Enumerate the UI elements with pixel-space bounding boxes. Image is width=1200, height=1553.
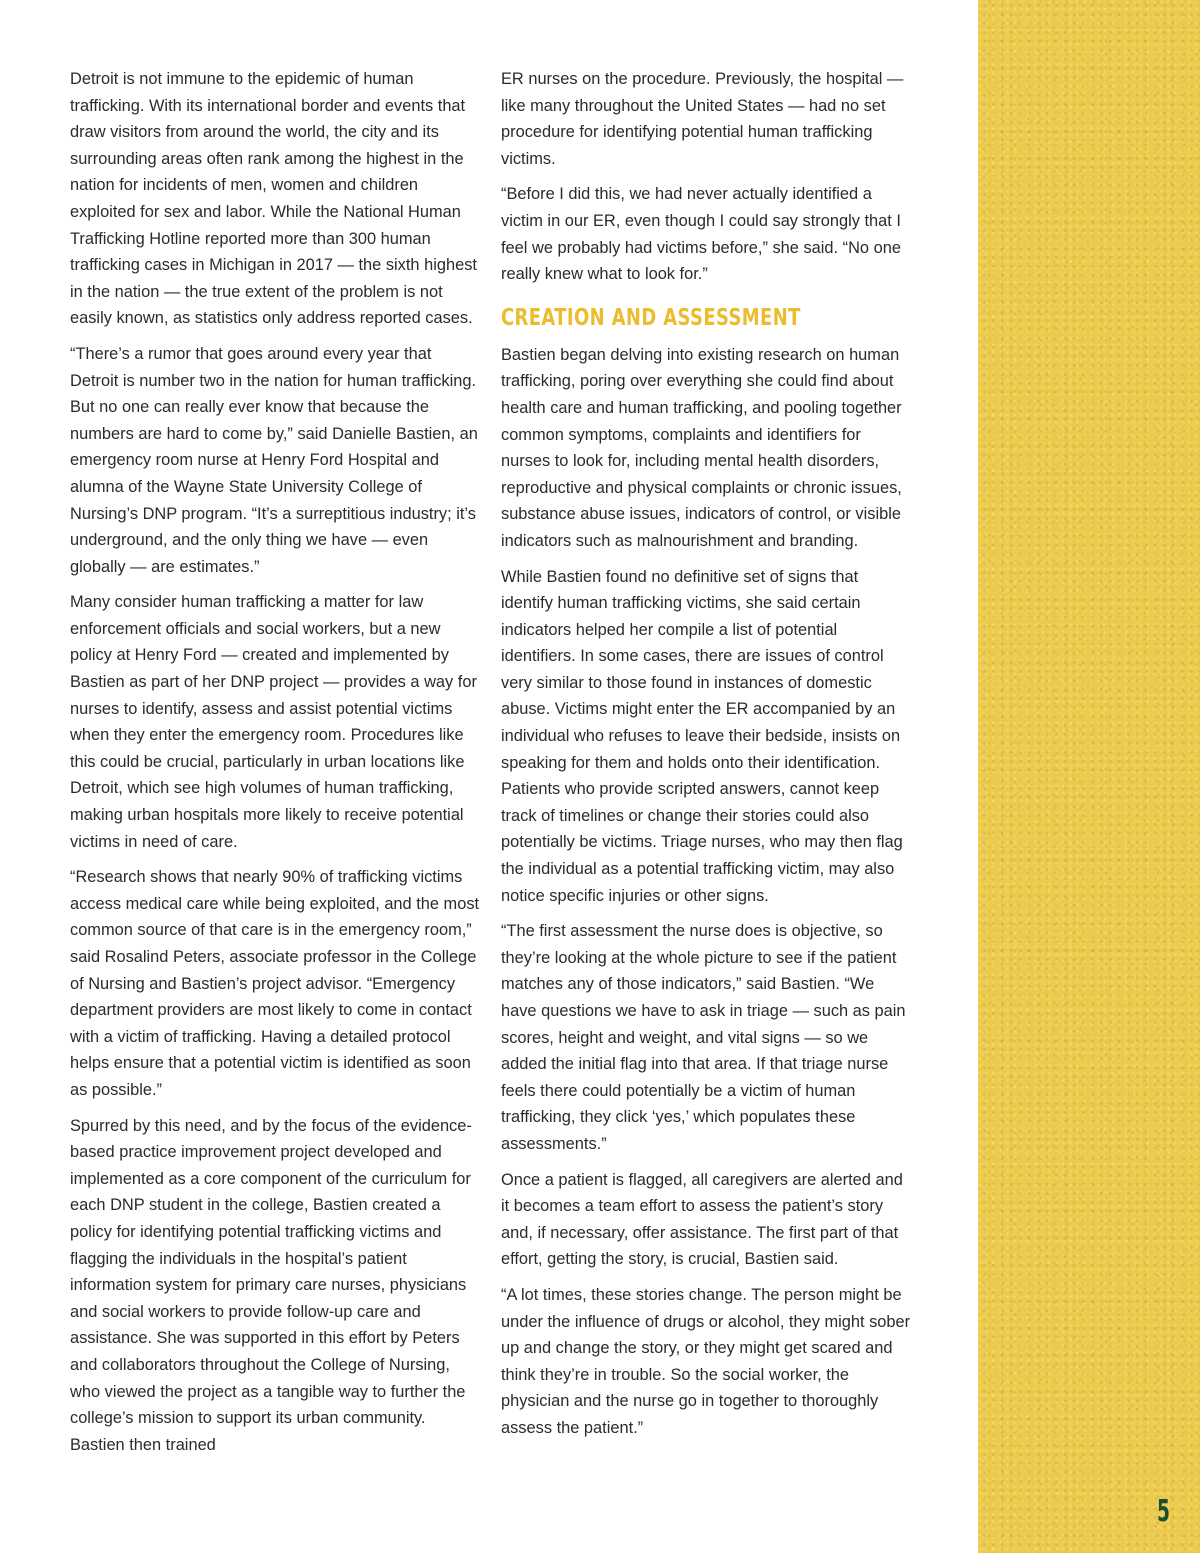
body-paragraph: Many consider human trafficking a matter for law enforcement officials and social workers, but a new policy at Henry Ford — created and implemented by Bastien as part of her DNP project — provides a way for nurses to identify, assess and assist potential victims when they enter the emergency room. Procedures like this could be crucial, particularly in urban locations like Detroit, which see high volumes of human trafficking, making urban hospitals more likely to receive potential victims in need of care.: [70, 593, 477, 851]
page-number: 5: [1157, 1494, 1171, 1529]
body-paragraph: Spurred by this need, and by the focus of the evidence-based practice improvement project developed and implemented as a core component of the curriculum for each DNP student in the college, Bastien created a policy for identifying potential trafficking victims and flagging the individuals in the hospital’s patient information system for primary care nurses, physicians and social workers to provide follow-up care and assistance. She was supported in this effort by Peters and collaborators throughout the College of Nursing, who viewed the project as a tangible way to further the college’s mission to support its urban community. Bastien then trained: [70, 1116, 472, 1454]
body-paragraph: Once a patient is flagged, all caregivers are alerted and it becomes a team effort to assess the patient’s story and, if necessary, offer assistance. The first part of that effort, getting the story, is crucial, Bastien said.: [501, 1170, 903, 1269]
left-column: [70, 66, 482, 1467]
body-paragraph: ER nurses on the procedure. Previously, the hospital — like many throughout the United States — had no set procedure for identifying potential human trafficking victims.: [501, 70, 904, 168]
body-paragraph: Detroit is not immune to the epidemic of human trafficking. With its international border and events that draw visitors from around the world, the city and its surrounding areas often rank among the highest in the nation for incidents of men, women and children exploited for sex and labor. While the National Human Trafficking Hotline reported more than 300 human trafficking cases in Michigan in 2017 — the sixth highest in the nation — the true extent of the problem is not easily known, as statistics only address reported cases.: [70, 70, 477, 328]
body-paragraph: While Bastien found no definitive set of signs that identify human trafficking victims, she said certain indicators helped her compile a list of potential identifiers. In some cases, there are issues of control very similar to those found in instances of domestic abuse. Victims might enter the ER accompanied by an individual who refuses to leave their bedside, insists on speaking for them and holds onto their identification. Patients who provide scripted answers, cannot keep track of timelines or change their stories could also potentially be victims. Triage nurses, who may then flag the individual as a potential trafficking victim, may also notice specific injuries or other signs.: [501, 567, 903, 905]
body-paragraph: “Before I did this, we had never actually identified a victim in our ER, even though I could say strongly that I feel we probably had victims before,” she said. “No one really knew what to look for.”: [501, 185, 901, 284]
decorative-sidebar: [978, 0, 1200, 1553]
body-paragraph: Bastien began delving into existing research on human trafficking, poring over everything she could find about health care and human trafficking, and pooling together common symptoms, complaints and identifiers for nurses to look for, including mental health disorders, reproductive and physical complaints or chronic issues, substance abuse issues, indicators of control, or visible indicators such as malnourishment and branding.: [501, 345, 902, 550]
body-paragraph: “There’s a rumor that goes around every year that Detroit is number two in the nation for human trafficking. But no one can really ever know that because the numbers are hard to come by,” said Danielle Bastien, an emergency room nurse at Henry Ford Hospital and alumna of the Wayne State University College of Nursing’s DNP program. “It’s a surreptitious industry; it’s underground, and the only thing we have — even globally — are estimates.”: [70, 344, 478, 576]
right-column: [501, 66, 913, 1451]
body-paragraph: “Research shows that nearly 90% of trafficking victims access medical care while being exploited, and the most common source of that care is in the emergency room,” said Rosalind Peters, associate professor in the College of Nursing and Bastien’s project advisor. “Emergency department providers are most likely to come in contact with a victim of trafficking. Having a detailed protocol helps ensure that a potential victim is identified as soon as possible.”: [70, 868, 480, 1099]
section-heading: CREATION AND ASSESSMENT: [501, 304, 801, 331]
body-paragraph: “The first assessment the nurse does is objective, so they’re looking at the whole picture to see if the patient matches any of those indicators,” said Bastien. “We have questions we have to ask in triage — such as pain scores, height and weight, and vital signs — so we added the initial flag into that area. If that triage nurse feels there could potentially be a victim of human trafficking, they click ‘yes,’ which populates these assessments.”: [501, 922, 906, 1153]
body-paragraph: “A lot times, these stories change. The person might be under the influence of drugs or alcohol, they might sober up and change the story, or they might get scared and think they’re in trouble. So the social worker, the physician and the nurse go in together to thoroughly assess the patient.”: [501, 1285, 911, 1437]
